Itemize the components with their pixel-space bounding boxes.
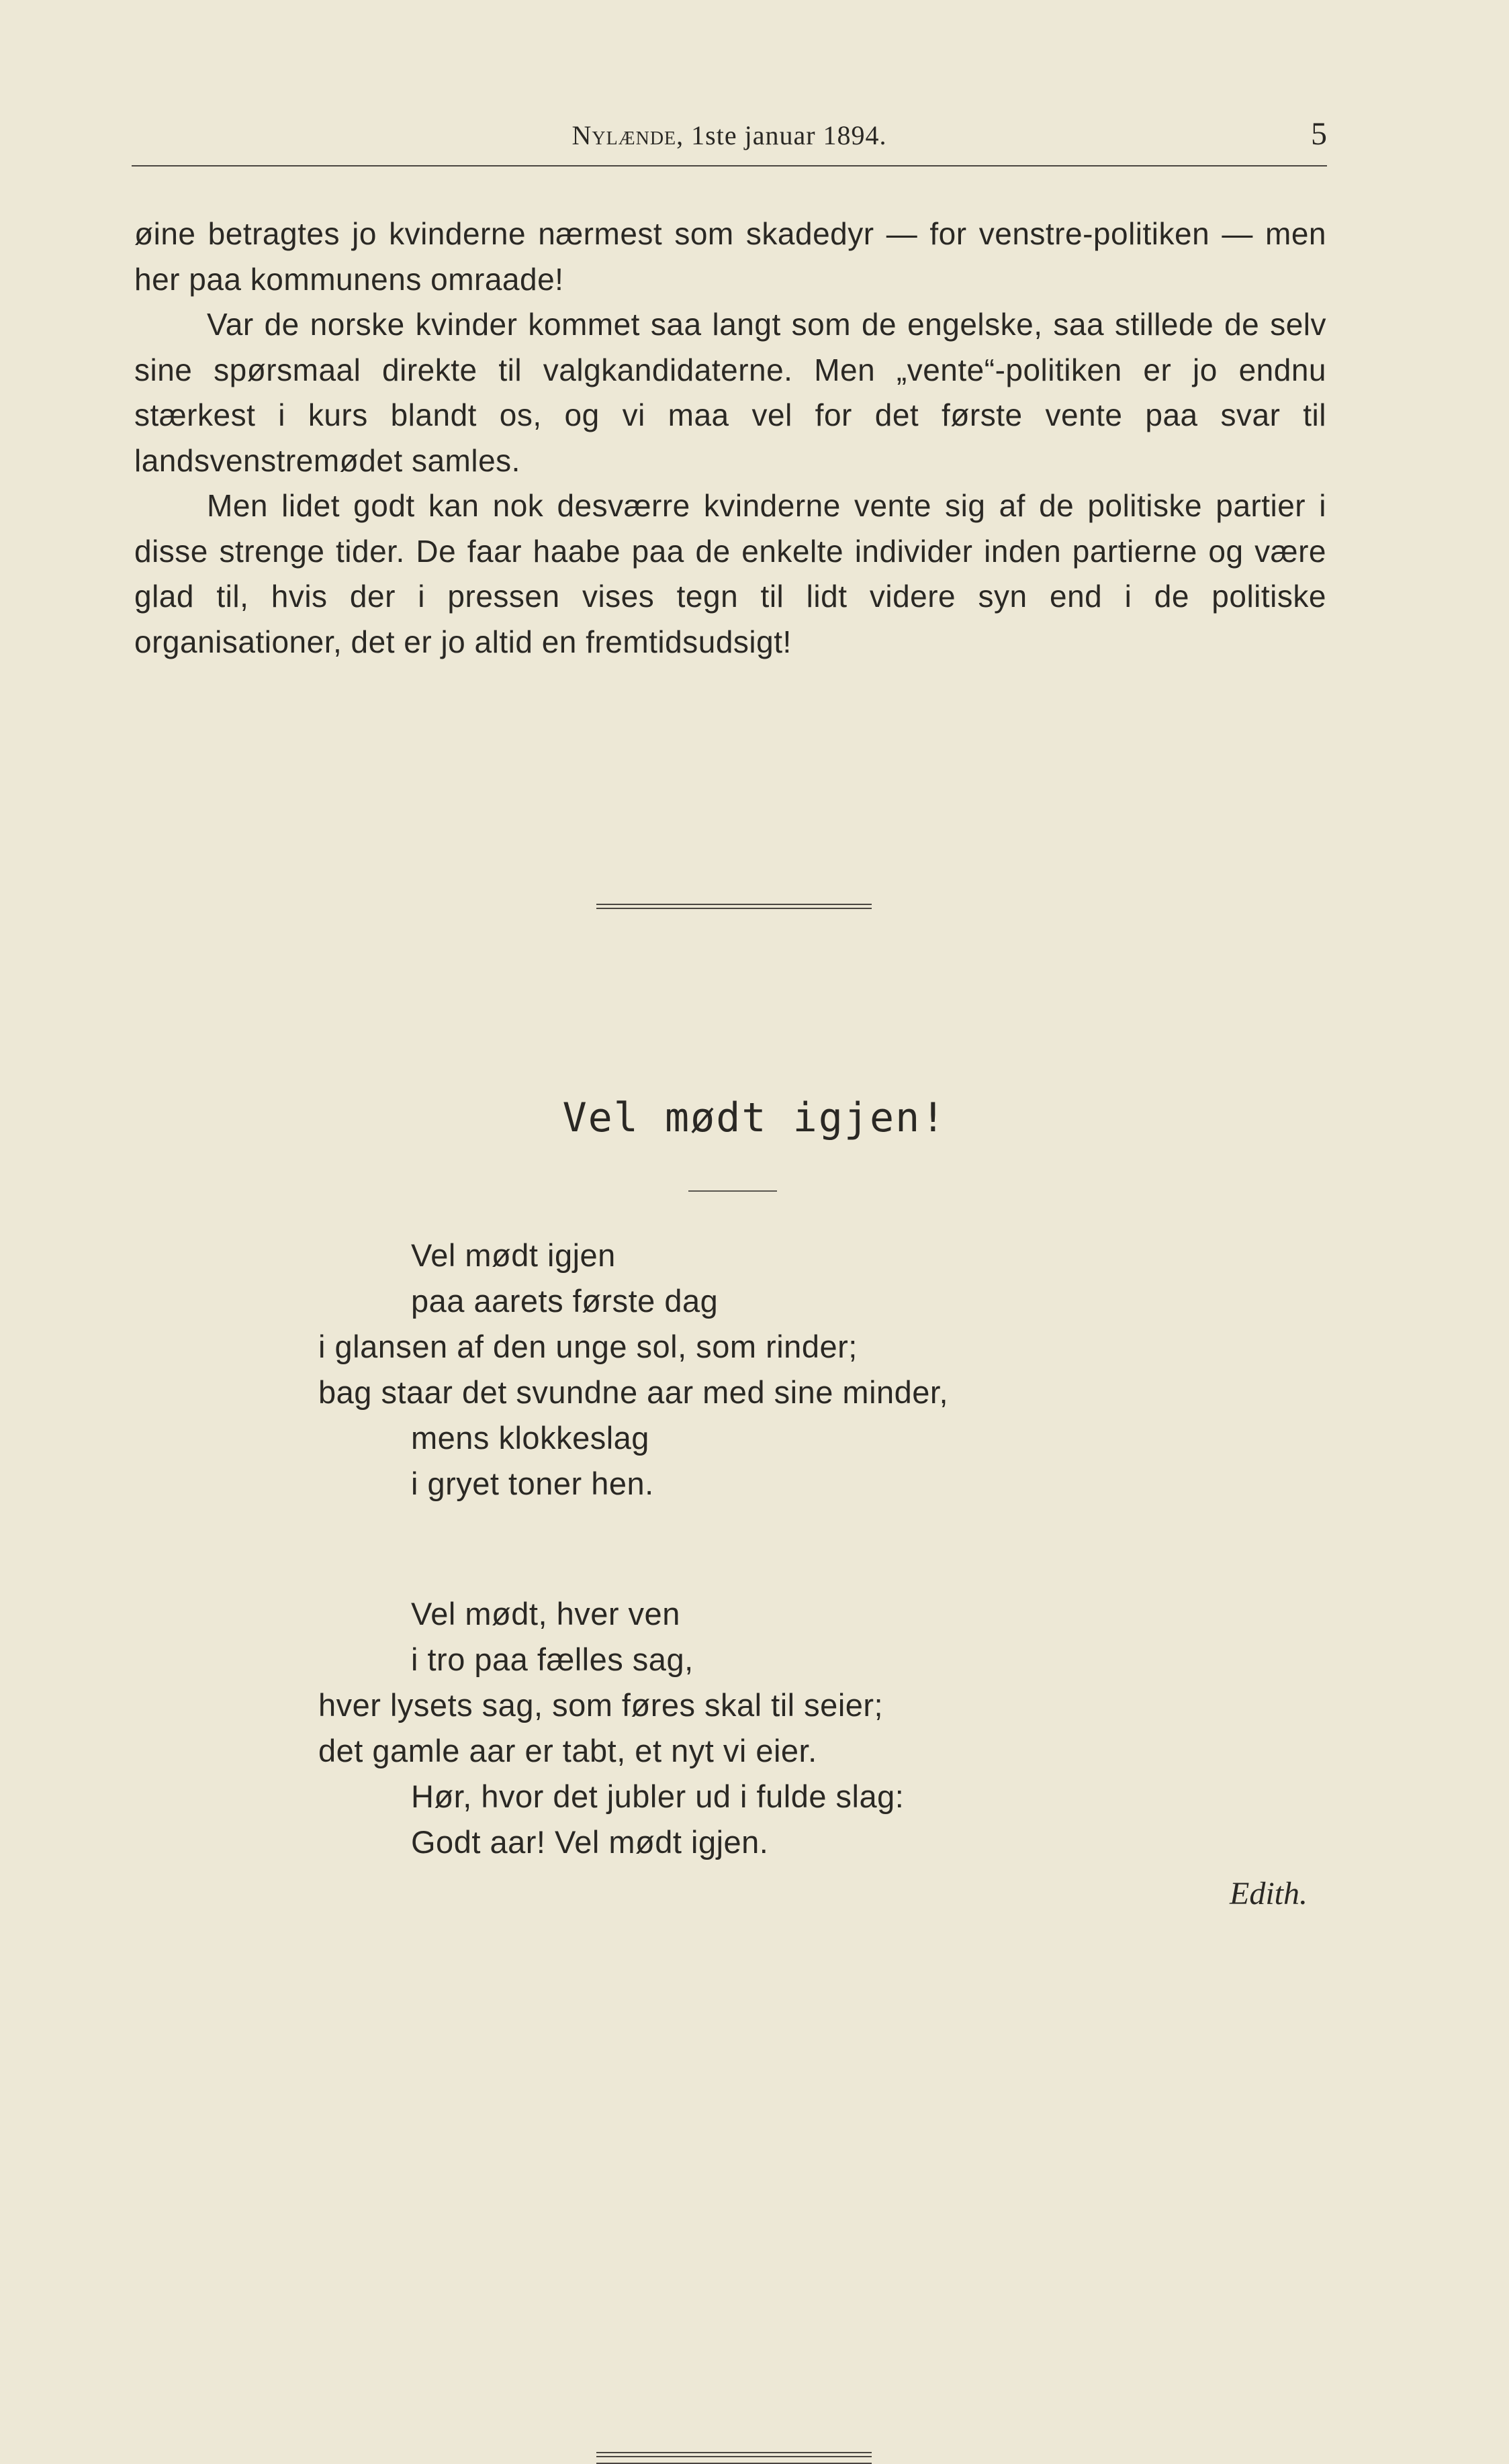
poem-line: Vel mødt igjen bbox=[411, 1237, 616, 1273]
poem-line: i glansen af den unge sol, som rinder; bbox=[318, 1329, 858, 1364]
closing-divider bbox=[596, 2452, 872, 2457]
poem-line: mens klokkeslag bbox=[411, 1420, 649, 1456]
poem-line: Vel mødt, hver ven bbox=[411, 1596, 680, 1631]
poem-line: Godt aar! Vel mødt igjen. bbox=[411, 1824, 769, 1860]
paragraph: Men lidet godt kan nok desværre kvinderne vente sig af de politiske partier i disse strenge tider. De faar haabe paa de enkelte individer inden partierne og være glad til, hvis der i pressen vises tegn til lidt videre syn end i de politiske organisationer, det er jo altid en fremtidsudsigt! bbox=[134, 488, 1326, 659]
poem-line: det gamle aar er tabt, et nyt vi eier. bbox=[318, 1733, 817, 1768]
page-number: 5 bbox=[1311, 116, 1327, 152]
poem-line: i gryet toner hen. bbox=[411, 1466, 654, 1501]
paragraph: øine betragtes jo kvinderne nærmest som skadedyr — for venstre-politiken — men her paa kommunens omraade! bbox=[134, 216, 1326, 297]
author-signature: Edith. bbox=[1230, 1876, 1308, 1911]
poem-line: bag staar det svundne aar med sine minder, bbox=[318, 1374, 949, 1410]
poem-line: paa aarets første dag bbox=[411, 1283, 719, 1319]
issue-date: 1ste januar 1894. bbox=[691, 120, 887, 150]
poem-line: hver lysets sag, som føres skal til seier; bbox=[318, 1687, 884, 1723]
poem-line: Hør, hvor det jubler ud i fulde slag: bbox=[411, 1779, 905, 1814]
publication-name: Nylænde bbox=[571, 120, 677, 150]
paragraph: Var de norske kvinder kommet saa langt som de engelske, saa stillede de selv sine spørsmaal direkte til valgkandidaterne. Men „vente“-politiken er jo endnu stærkest i kurs blandt os, og vi maa vel for det første vente paa svar til landsvenstremødet samles. bbox=[134, 307, 1326, 478]
poem-line: i tro paa fælles sag, bbox=[411, 1642, 694, 1677]
header-separator: , bbox=[676, 120, 684, 150]
poem-title: Vel mødt igjen! bbox=[562, 1094, 947, 1141]
